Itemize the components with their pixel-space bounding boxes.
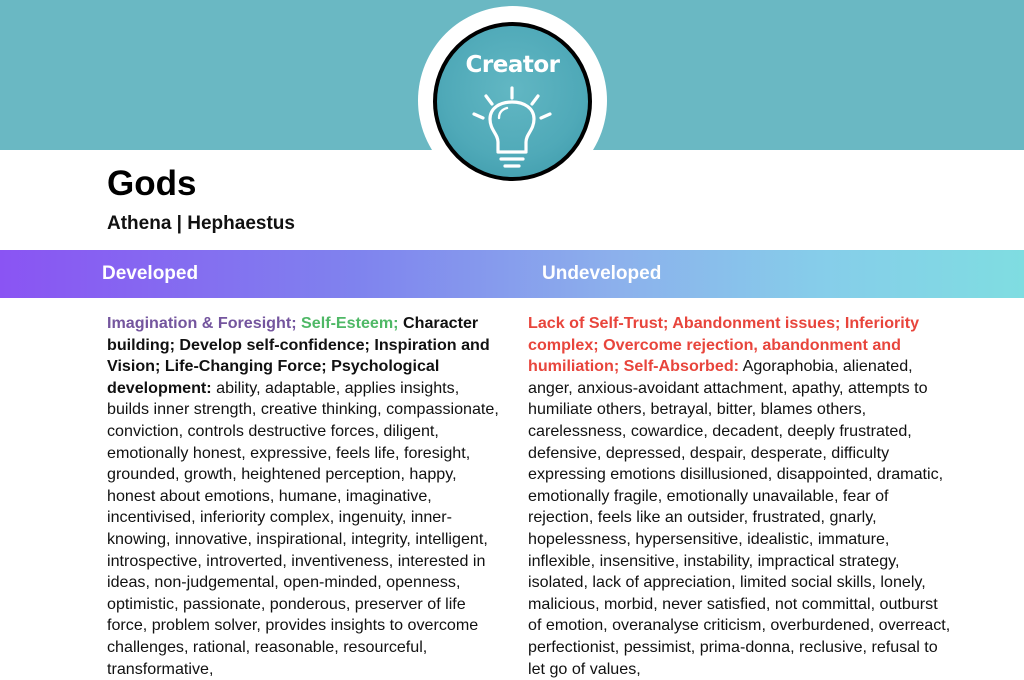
creator-badge: [433, 22, 592, 181]
undeveloped-column-heading: Undeveloped: [542, 263, 662, 284]
developed-heading-green: Self-Esteem;: [301, 314, 399, 332]
developed-column-heading: Developed: [102, 263, 199, 284]
developed-heading-purple: Imagination & Foresight;: [107, 314, 297, 332]
undeveloped-heading-red: Lack of Self-Trust; Abandonment issues; Inferiority complex; Overcome rejection, abandonment and humiliation; Self-Absorbed:: [528, 314, 920, 376]
page-title: Gods: [107, 164, 197, 203]
badge-label: Creator: [465, 52, 560, 78]
light-bulb-icon: [437, 26, 588, 177]
undeveloped-column: [528, 313, 953, 680]
developed-column: [107, 313, 502, 680]
developed-traits: ability, adaptable, applies insights, builds inner strength, creative thinking, compassionate, conviction, controls destructive forces, diligent, emotionally honest, expressive, feels life, foresight, grounded, growth, heightened perception, happy, honest about emotions, humane, imaginative, incentivised, inferiority complex, ingenuity, inner-knowing, innovative, inspirational, integrity, intelligent, introspective, introverted, inventiveness, interested in ideas, non-judgemental, open-minded, openness, optimistic, passionate, ponderous, preserver of life force, problem solver, provides insights to overcome challenges, rational, reasonable, resourceful, transformative,: [107, 378, 499, 678]
undeveloped-traits: Agoraphobia, alienated, anger, anxious-avoidant attachment, apathy, attempts to humiliate others, betrayal, bitter, blames others, carelessness, cowardice, decadent, deeply frustrated, defensive, depressed, despair, desperate, difficulty expressing emotions disillusioned, disappointed, dramatic, emotionally fragile, emotionally unavailable, fear of rejection, feels like an outsider, frustrated, gnarly, hopelessness, hypersensitive, idealistic, immature, inflexible, insensitive, instability, impractical strategy, isolated, lack of appreciation, limited social skills, lonely, malicious, morbid, never satisfied, not committal, outburst of emotion, overanalyse criticism, overburdened, overreact, perfectionist, pessimist, prima-donna, reclusive, refusal to let go of values,: [528, 357, 951, 678]
page-subtitle: Athena | Hephaestus: [107, 213, 295, 234]
developed-heading-black: Character building; Develop self-confidence; Inspiration and Vision; Life-Changing Force; Psychological development:: [107, 314, 490, 397]
